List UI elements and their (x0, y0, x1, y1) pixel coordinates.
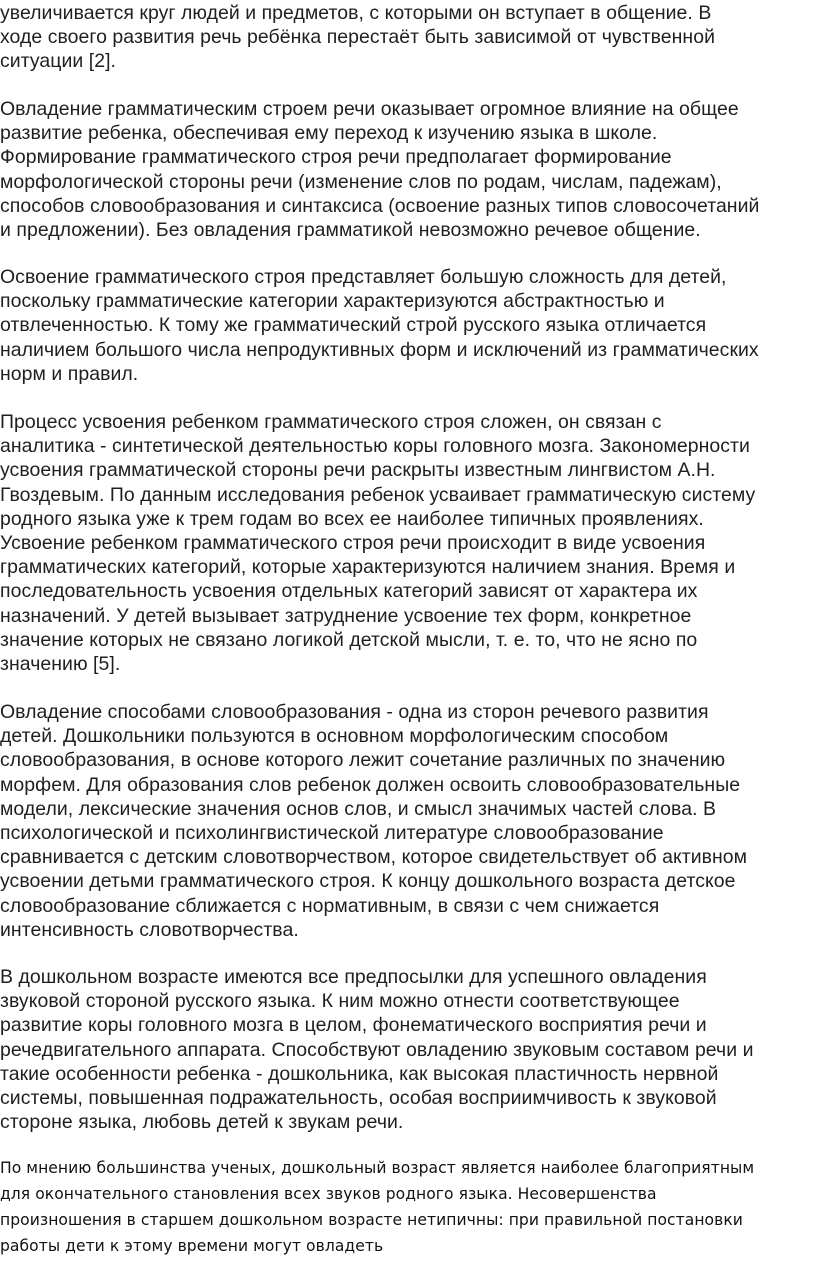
paragraph-3 (0, 265, 816, 386)
text-line: Освоение грамматического строя представляет большую сложность для детей, (0, 266, 727, 288)
text-line: усвоении детьми грамматического строя. К концу дошкольного возраста детское (0, 870, 736, 893)
text-line: аналитика - синтетической деятельностью коры головного мозга. Закономерности (0, 435, 750, 458)
text-line: словообразования, в основе которого лежит сочетание различных по значению (0, 749, 726, 772)
text-line: сравнивается с детским словотворчеством, которое свидетельствует об активном (0, 846, 748, 869)
text-line: развитие ребенка, обеспечивая ему переход к изучению языка в школе. (0, 122, 658, 145)
text-line: для окончательного становления всех звуков родного языка. Несовершенства (0, 1185, 657, 1203)
text-line: По мнению большинства ученых, дошкольный возраст является наиболее благоприятным (0, 1159, 755, 1177)
text-line: Процесс усвоения ребенком грамматического строя сложен, он связан с (0, 411, 662, 433)
text-line: Овладение грамматическим строем речи оказывает огромное влияние на общее (0, 98, 739, 120)
text-line: Гвоздевым. По данным исследования ребенок усваивает грамматическую систему (0, 483, 756, 506)
text-line: наличием большого числа непродуктивных форм и исключений из грамматических (0, 338, 759, 361)
paragraph-6 (0, 965, 816, 1134)
paragraph-2 (0, 97, 816, 242)
text-line: ситуации [2]. (0, 50, 117, 73)
text-line: системы, повышенная подражательность, особая восприимчивость к звуковой (0, 1087, 717, 1110)
paragraph-1 (0, 1, 816, 74)
text-line: Формирование грамматического строя речи предполагает формирование (0, 146, 672, 169)
text-line: поскольку грамматические категории характеризуются абстрактностью и (0, 290, 665, 313)
text-line: ходе своего развития речь ребёнка перестаёт быть зависимой от чувственной (0, 26, 715, 49)
text-line: произношения в старшем дошкольном возрасте нетипичны: при правильной постановки (0, 1211, 743, 1229)
text-line: отвлеченностью. К тому же грамматический строй русского языка отличается (0, 314, 707, 337)
text-line: работы дети к этому времени могут овладеть (0, 1237, 384, 1255)
text-line: последовательность усвоения отдельных категорий зависят от характера их (0, 580, 698, 603)
text-line: морфем. Для образования слов ребенок должен освоить словообразовательные (0, 773, 741, 796)
text-line: Усвоение ребенком грамматического строя речи происходит в виде усвоения (0, 532, 706, 555)
text-line: норм и правил. (0, 362, 139, 385)
paragraph-4 (0, 410, 816, 676)
text-line: усвоения грамматической стороны речи раскрыты известным лингвистом А.Н. (0, 459, 716, 482)
text-line: стороне языка, любовь детей к звукам речи. (0, 1111, 404, 1134)
text-line: звуковой стороной русского языка. К ним можно отнести соответствующее (0, 990, 680, 1013)
text-line: такие особенности ребенка - дошкольника, как высокая пластичность нервной (0, 1062, 719, 1085)
text-line: значение которых не связано логикой детской мысли, т. е. то, что не ясно по (0, 628, 698, 651)
text-line: речедвигательного аппарата. Способствуют овладению звуковым составом речи и (0, 1038, 754, 1061)
text-line: и предложении). Без овладения грамматикой невозможно речевое общение. (0, 219, 701, 242)
text-line: Овладение способами словообразования - одна из сторон речевого развития (0, 701, 709, 723)
text-line: В дошкольном возрасте имеются все предпосылки для успешного овладения (0, 966, 707, 988)
text-line: модели, лексические значения основ слов, и смысл значимых частей слова. В (0, 797, 717, 820)
text-line: психологической и психолингвистической литературе словообразование (0, 822, 664, 845)
text-line: родного языка уже к трем годам во всех ее наиболее типичных проявлениях. (0, 507, 704, 530)
text-line: значению [5]. (0, 653, 121, 676)
text-line: развитие коры головного мозга в целом, фонематического восприятия речи и (0, 1014, 707, 1037)
text-line: детей. Дошкольники пользуются в основном морфологическим способом (0, 725, 669, 748)
text-line: интенсивность словотворчества. (0, 918, 299, 941)
text-line: словообразование сближается с нормативным, в связи с чем снижается (0, 894, 660, 917)
paragraph-5 (0, 700, 816, 942)
paragraph-7 (0, 1155, 816, 1259)
text-line: назначений. У детей вызывает затруднение усвоение тех форм, конкретное (0, 604, 692, 627)
text-line: увеличивается круг людей и предметов, с которыми он вступает в общение. В (0, 2, 712, 24)
text-line: способов словообразования и синтаксиса (освоение разных типов словосочетаний (0, 194, 760, 217)
text-line: морфологической стороны речи (изменение слов по родам, числам, падежам), (0, 170, 722, 193)
text-line: грамматических категорий, которые характеризуются наличием знания. Время и (0, 556, 736, 579)
